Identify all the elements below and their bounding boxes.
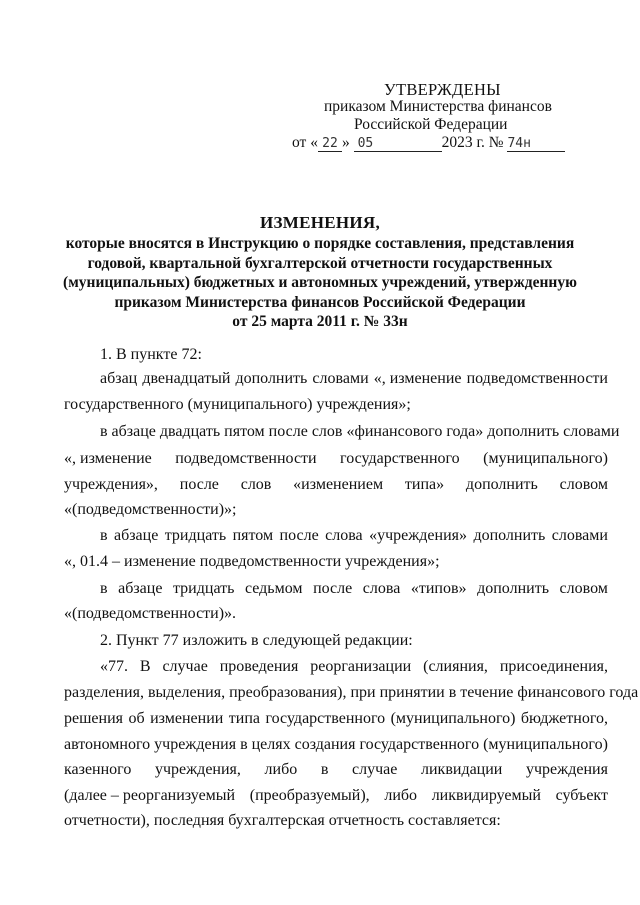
text-line: «(подведомственности)». [64,605,237,622]
word: слова [362,580,401,597]
word: «77. [100,658,128,675]
word: типа [228,710,261,727]
word: государственного [340,450,460,467]
text-line [64,527,608,545]
word: в [320,761,329,778]
word: (преобразуемый), [249,787,370,804]
word: в [100,580,108,597]
word: (далее – реорганизуемый [64,787,236,804]
heading-title: ИЗМЕНЕНИЯ, [259,213,381,232]
word: государственного [265,710,386,727]
text-line: разделения, выделения, преобразования), при принятии в течение финансового года [64,684,639,701]
word: (муниципального) [483,450,608,467]
word: ликвидации [421,761,503,778]
word: ликвидируемый [431,787,541,804]
word: после [179,476,219,493]
word: решения [64,710,124,727]
word: «учреждения» [369,527,468,544]
word: либо [264,761,298,778]
word: словами [312,370,369,387]
word: либо [384,787,418,804]
word: случае [162,658,208,675]
word: (слияния, [423,658,488,675]
word: «типов» [410,580,467,597]
word: учреждения», [64,476,158,493]
word: слова [325,527,363,544]
word: изменении [150,710,224,727]
approval-order-line: приказом Министерства финансов [324,98,552,115]
word: (муниципального) [390,710,516,727]
word: тридцать [164,527,227,544]
word: абзац [100,370,138,387]
document-heading [40,212,600,332]
heading-line: от 25 марта 2011 г. № 33н [232,313,408,330]
word: подведомственности [175,450,317,467]
date-prefix: от « [292,134,318,151]
text-line [64,370,608,388]
word: «, изменение [373,370,462,387]
approval-title: УТВЕРЖДЕНЫ [384,80,501,99]
word: целях [251,736,291,753]
order-number: 74н [507,137,565,152]
word: учреждения, [154,761,241,778]
word: словом [559,476,608,493]
word: в [240,736,248,753]
word: в [100,527,108,544]
word: дополнить [465,476,538,493]
text-line: «, 01.4 – изменение подведомственности учреждения»; [64,553,440,570]
word: после [279,527,319,544]
word: реорганизации [310,658,412,675]
word: пятом [232,527,274,544]
word: государственного [359,736,480,753]
text-line [64,736,608,754]
word: бюджетного, [520,710,608,727]
text-line: «(подведомственности)»; [64,501,237,518]
paragraph-1: 1. В пункте 72: [100,346,202,363]
text-line [64,710,608,728]
text-line: отчетности), последняя бухгалтерская отчетность составляется: [64,812,501,829]
word: субъект [555,787,608,804]
word: подведомственности [466,370,608,387]
word: казенного [64,761,132,778]
word: «, изменение [64,450,152,467]
word: «изменением [293,476,384,493]
word: абзаце [118,580,163,597]
text-line: государственного (муниципального) учреждения»; [64,396,411,413]
approval-ministry-line: Российской Федерации [354,116,508,133]
word: (муниципального) [483,736,608,753]
heading-line: (муниципальных) бюджетных и автономных учреждений, утвержденную [63,274,577,291]
word: дополнить [477,580,549,597]
word: создания [294,736,356,753]
heading-line: которые вносятся в Инструкцию о порядке составления, представления [65,235,575,252]
date-month: 05 [354,137,442,152]
word: проведения [219,658,299,675]
word: автономного [64,736,151,753]
paragraph-2: 2. Пункт 77 изложить в следующей редакции: [100,632,413,649]
heading-line: приказом Министерства финансов Российской Федерации [114,293,526,311]
word: учреждения [526,761,608,778]
date-mid: » [341,134,350,151]
date-year: 2023 г. № [441,134,504,151]
text-line [64,450,608,468]
word: об [128,710,145,727]
word: тридцать [172,580,235,597]
heading-line: годовой, квартальной бухгалтерской отчетности государственных [87,254,553,272]
text-line: в абзаце двадцать пятом после слов «финансового года» дополнить словами [100,423,620,440]
word: случае [352,761,398,778]
word: учреждения [154,736,237,753]
word: дополнить [473,527,546,544]
word: типа» [404,476,445,493]
word: после [313,580,353,597]
approval-date-line [292,134,565,152]
word: двенадцатый [142,370,231,387]
word: словом [559,580,608,597]
word: присоединения, [499,658,608,675]
word: седьмом [244,580,303,597]
word: слов [240,476,272,493]
text-line [64,761,608,779]
word: В [139,658,151,675]
word: дополнить [235,370,308,387]
text-line [64,787,608,805]
text-line [64,476,608,494]
date-day: 22 [318,137,342,152]
word: словами [551,527,608,544]
text-line [64,658,608,676]
word: абзаце [113,527,159,544]
text-line [64,580,608,598]
